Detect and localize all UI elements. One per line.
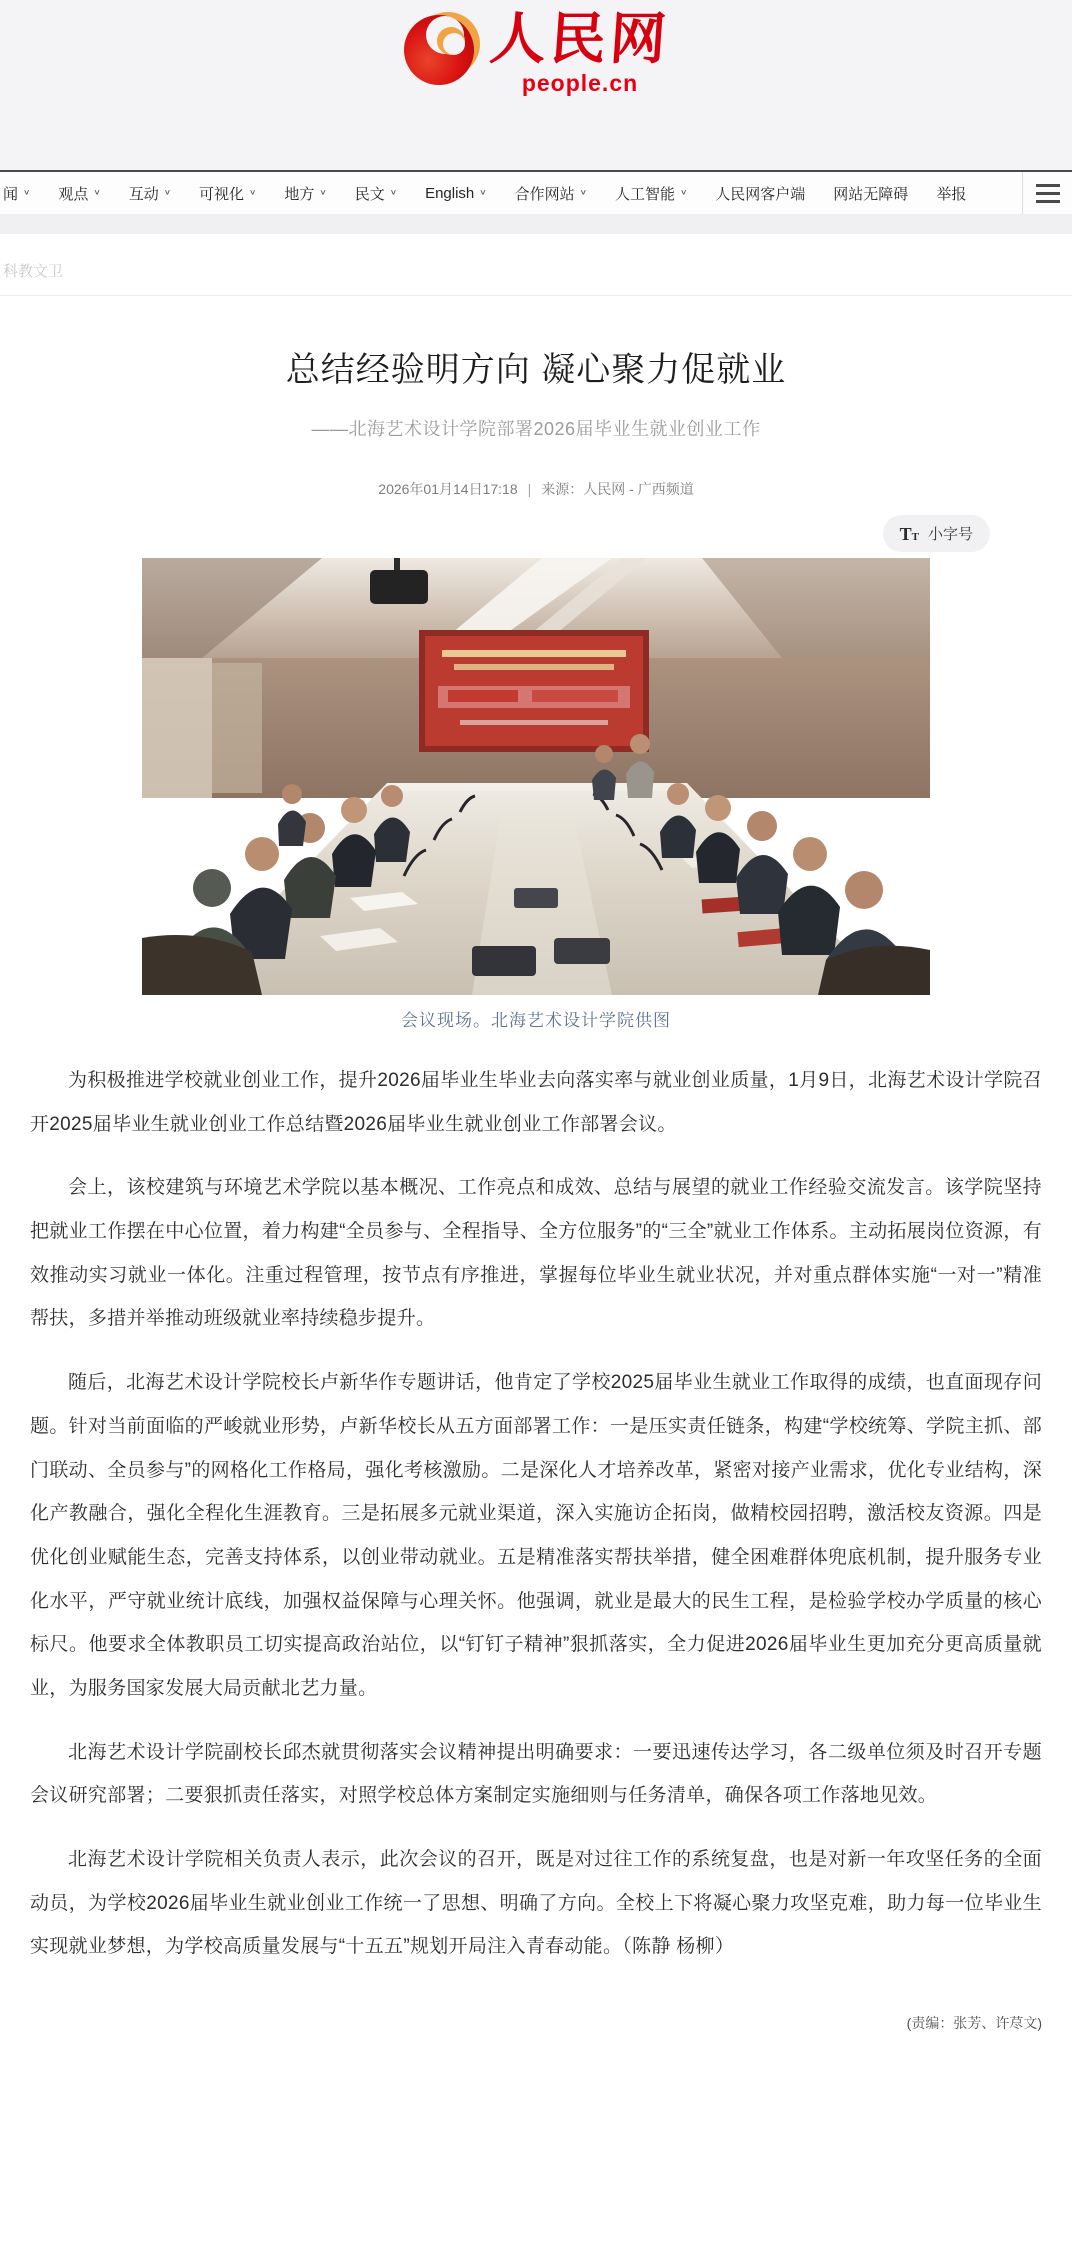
nav-items [0,172,1022,214]
paragraph: 会上，该校建筑与环境艺术学院以基本概况、工作亮点和成效、总结与展望的就业工作经验交流发言。该学院坚持把就业工作摆在中心位置，着力构建“全员参与、全程指导、全方位服务”的“三全”就业工作体系。主动拓展岗位资源，有效推动实习就业一体化。注重过程管理，按节点有序推进，掌握每位毕业生就业状况，并对重点群体实施“一对一”精准帮扶，多措并举推动班级就业率持续稳步提升。 [30,1177,1042,1330]
nav-label: 举报 [936,185,967,203]
article-meta [30,479,1042,499]
chevron-down-icon: ∨ [23,188,31,197]
site-logo[interactable] [402,7,673,170]
meta-separator: | [527,481,532,497]
chevron-down-icon: ∨ [249,188,257,197]
nav-label: 人民网客户端 [715,185,806,203]
hamburger-icon [1036,184,1060,203]
nav-label: English [425,184,475,202]
people-cn-logo-icon [402,8,482,88]
article-body [30,1059,1042,1969]
nav-item-news[interactable] [3,183,30,204]
nav-label: 网站无障碍 [833,185,909,203]
paragraph: 为积极推进学校就业创业工作，提升2026届毕业生毕业去向落实率与就业创业质量，1月9日，北海艺术设计学院召开2025届毕业生就业创业工作总结暨2026届毕业生就业创业工作部署会议。 [30,1070,1042,1135]
logo-en-text: people.cn [521,69,639,96]
paragraph: 随后，北海艺术设计学院校长卢新华作专题讲话，他肯定了学校2025届毕业生就业工作取得的成绩，也直面现存问题。针对当前面临的严峻就业形势，卢新华校长从五方面部署工作：一是压实责任链条，构建“学校统筹、学院主抓、部门联动、全员参与”的网格化工作格局，强化考核激励。二是深化人才培养改革，紧密对接产业需求，优化专业结构，深化产教融合，强化全程化生涯教育。三是拓展多元就业渠道，深入实施访企拓岗，做精校园招聘，激活校友资源。四是优化创业赋能生态，完善支持体系，以创业带动就业。五是精准落实帮扶举措，健全困难群体兜底机制，提升服务专业化水平，严守就业统计底线，加强权益保障与心理关怀。他强调，就业是最大的民生工程，是检验学校办学质量的核心标尺。他要求全体教职员工切实提高政治站位，以“钉钉子精神”狠抓落实，全力促进2026届毕业生更加充分更高质量就业，为服务国家发展大局贡献北艺力量。 [30,1372,1042,1699]
font-size-label: 小字号 [927,526,973,543]
paragraph: 北海艺术设计学院相关负责人表示，此次会议的召开，既是对过往工作的系统复盘，也是对新一年攻坚任务的全面动员，为学校2026届毕业生就业创业工作统一了思想、明确了方向。全校上下将凝心聚力攻坚克难，助力每一位毕业生实现就业梦想，为学校高质量发展与“十五五”规划开局注入青春动能。（陈静 杨柳） [30,1849,1042,1958]
chevron-down-icon: ∨ [679,188,688,197]
nav-label: 观点 [58,185,89,203]
source-name[interactable]: 人民网 - 广西频道 [583,481,694,497]
chevron-down-icon: ∨ [319,188,327,197]
header-divider-strip [0,214,1072,234]
article-figure [30,558,1042,1031]
menu-button[interactable] [1022,172,1072,214]
article-container [0,234,1072,2069]
editor-note: (责编：张芳、许荩文) [906,2015,1042,2032]
nav-item-ai[interactable] [615,183,687,204]
nav-item-accessibility[interactable] [833,183,908,204]
nav-label: 闻 [3,185,19,203]
nav-item-visualization[interactable] [199,183,256,204]
source-label: 来源： [541,481,584,497]
chevron-down-icon: ∨ [579,188,587,197]
site-header [0,0,1072,170]
article-toolbar [30,515,1042,552]
chevron-down-icon: ∨ [389,188,398,197]
nav-label: 民文 [354,185,385,203]
main-nav [0,170,1072,214]
nav-item-interact[interactable] [129,183,171,204]
article-title: 总结经验明方向 凝心聚力促就业 [285,351,787,389]
nav-item-local[interactable] [284,183,326,204]
breadcrumb-row [0,234,1072,296]
font-size-icon: TT [899,523,919,544]
nav-label: 人工智能 [614,185,675,203]
chevron-down-icon: ∨ [163,188,172,197]
nav-item-english[interactable] [425,185,487,202]
logo-text [487,7,673,97]
article-subtitle: ——北海艺术设计学院部署2026届毕业生就业创业工作 [311,419,761,439]
logo-cn-text: 人民网 [487,7,673,70]
nav-label: 地方 [284,185,315,203]
breadcrumb[interactable]: 科教文卫 [3,263,64,280]
meeting-photo [142,558,930,995]
nav-item-partner-sites[interactable] [515,183,587,204]
font-size-button[interactable] [883,515,990,552]
nav-label: 合作网站 [514,185,575,203]
chevron-down-icon: ∨ [93,188,101,197]
nav-item-opinion[interactable] [58,183,100,204]
nav-label: 可视化 [199,185,245,203]
chevron-down-icon: ∨ [479,188,487,197]
photo-caption: 会议现场。北海艺术设计学院供图 [401,1011,671,1031]
nav-item-app[interactable] [715,183,805,204]
nav-label: 互动 [128,185,159,203]
paragraph: 北海艺术设计学院副校长邱杰就贯彻落实会议精神提出明确要求：一要迅速传达学习，各二级单位须及时召开专题会议研究部署；二要狠抓责任落实，对照学校总体方案制定实施细则与任务清单，确保各项工作落地见效。 [30,1741,1042,1807]
nav-item-minority-lang[interactable] [355,183,397,204]
publish-datetime: 2026年01月14日17:18 [378,481,518,497]
nav-item-report[interactable] [936,183,966,204]
